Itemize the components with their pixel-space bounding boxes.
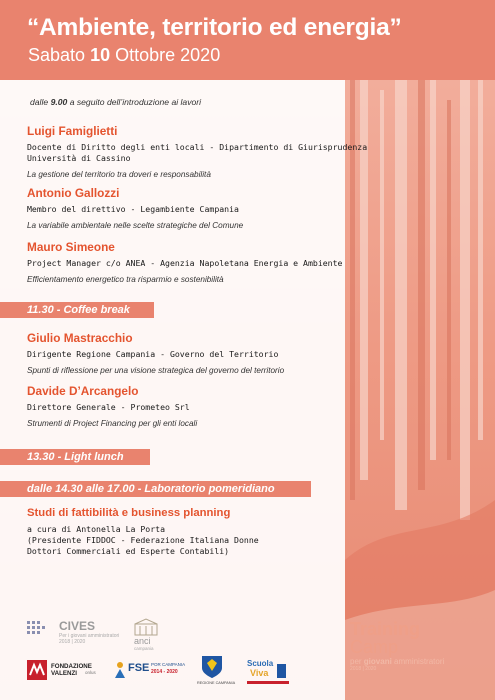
speaker-gallozzi bbox=[27, 186, 243, 230]
speaker-simeone bbox=[27, 240, 342, 284]
workshop-line: a cura di Antonella La Porta bbox=[27, 524, 166, 534]
event-title: “Ambiente, territorio ed energia” bbox=[27, 14, 402, 41]
speaker-role-line: Direttore Generale - Prometeo Srl bbox=[27, 402, 190, 412]
speaker-topic: Efficientamento energetico tra risparmio e sostenibilità bbox=[27, 275, 224, 284]
speaker-name: Giulio Mastracchio bbox=[27, 331, 133, 345]
fse-name: FSE bbox=[128, 662, 150, 674]
speaker-role-line: Dirigente Regione Campania - Governo del Territorio bbox=[27, 349, 279, 359]
workshop-line: Dottori Commerciali ed Esperte Contabili) bbox=[27, 546, 230, 556]
event-date bbox=[28, 45, 220, 66]
camp-label: Camp bbox=[350, 637, 399, 657]
intro-time: 9.00 bbox=[50, 97, 68, 107]
date-suffix: Ottobre 2020 bbox=[115, 45, 221, 65]
speaker-topic: Strumenti di Project Financing per gli enti locali bbox=[27, 419, 198, 428]
anci-name: anci bbox=[134, 636, 151, 646]
regione-shield-icon bbox=[201, 655, 223, 679]
valenzi-name: FONDAZIONE VALENZI bbox=[51, 663, 92, 677]
anci-sub: campania bbox=[134, 646, 154, 651]
valenzi-sub: onlus bbox=[85, 670, 96, 675]
intro-prefix: dalle bbox=[30, 97, 49, 107]
speaker-topic: La variabile ambientale nelle scelte strategiche del Comune bbox=[27, 221, 244, 230]
fse-sub2: 2014 - 2020 bbox=[151, 669, 178, 675]
fse-sub1: POR CAMPANIA bbox=[151, 662, 186, 667]
workshop-band: dalle 14.30 alle 17.00 - Laboratorio pomeridiano bbox=[0, 481, 311, 497]
speaker-mastracchio bbox=[27, 331, 284, 375]
camp-sub-post: amministratori bbox=[394, 657, 445, 666]
camp-sub-bold: giovani bbox=[363, 657, 392, 666]
speaker-role-line: Università di Cassino bbox=[27, 153, 131, 163]
workshop-body bbox=[27, 524, 259, 557]
speaker-name: Antonio Gallozzi bbox=[27, 186, 120, 200]
fse-mark-icon bbox=[113, 661, 127, 679]
regione-name: REGIONE CAMPANIA bbox=[197, 681, 236, 685]
valenzi-mark-icon bbox=[27, 660, 47, 680]
scuola-label: Scuola bbox=[247, 659, 274, 668]
scuola-stripe bbox=[247, 681, 289, 684]
date-prefix: Sabato bbox=[28, 45, 86, 65]
intro-line bbox=[30, 97, 201, 107]
speaker-topic: Spunti di riflessione per una visione strategica del governo del territorio bbox=[27, 366, 285, 375]
speaker-name: Luigi Famiglietti bbox=[27, 124, 118, 138]
cives-name: CIVES bbox=[59, 619, 96, 633]
speaker-name: Davide D’Arcangelo bbox=[27, 384, 139, 398]
camp-years: 2018 | 2020 bbox=[350, 666, 377, 672]
speaker-role-line: Membro del direttivo - Legambiente Campania bbox=[27, 204, 239, 214]
cives-mark-icon bbox=[27, 621, 55, 641]
scuola-viva-label: Viva bbox=[250, 668, 269, 678]
scuola-badge-icon bbox=[277, 664, 286, 678]
anci-building-icon bbox=[134, 618, 158, 636]
training-label: Training bbox=[350, 619, 421, 639]
workshop-title: Studi di fattibilità e business planning bbox=[27, 507, 231, 519]
intro-rest: a seguito dell’introduzione ai lavori bbox=[69, 97, 202, 107]
speaker-topic: La gestione del territorio tra doveri e responsabilità bbox=[27, 170, 211, 179]
training-camp-logo bbox=[350, 620, 444, 672]
workshop-line: (Presidente FIDDOC - Federazione Italiana Donne bbox=[27, 535, 259, 545]
camp-sub bbox=[350, 657, 444, 666]
camp-sub-pre: per bbox=[350, 657, 362, 666]
cives-sub: Per i giovani amministratori bbox=[59, 633, 120, 639]
speaker-role-line: Project Manager c/o ANEA - Agenzia Napoletana Energia e Ambiente bbox=[27, 258, 343, 268]
speaker-darcangelo bbox=[27, 384, 197, 428]
speaker-name: Mauro Simeone bbox=[27, 240, 115, 254]
light-lunch-band: 13.30 - Light lunch bbox=[0, 449, 150, 465]
date-day: 10 bbox=[90, 45, 111, 65]
cives-years: 2018 | 2020 bbox=[59, 639, 86, 645]
anci-logo bbox=[132, 618, 162, 654]
regione-campania-logo bbox=[197, 655, 236, 689]
speaker-role-line: Docente di Diritto degli enti locali - Dipartimento di Giurisprudenza bbox=[27, 142, 368, 152]
coffee-break-band: 11.30 - Coffee break bbox=[0, 302, 154, 318]
speaker-famiglietti bbox=[27, 124, 367, 179]
